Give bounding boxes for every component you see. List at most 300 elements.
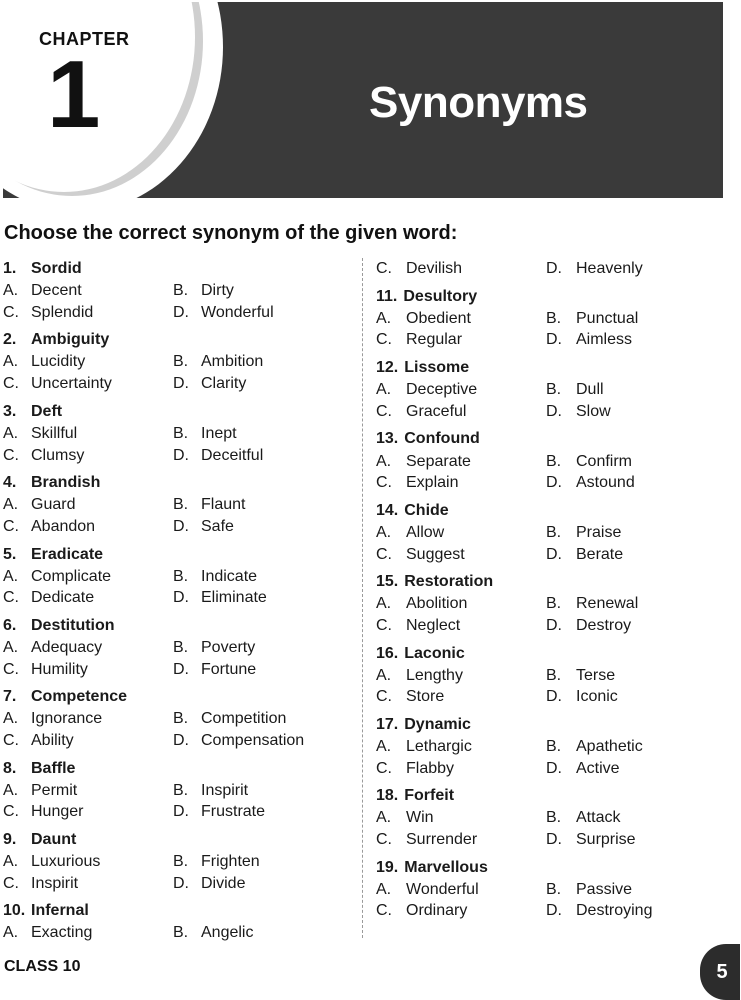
option-text: Angelic [201, 924, 254, 942]
option-letter: C. [3, 874, 19, 892]
question-number: 15. [376, 573, 399, 591]
question-word: Desultory [403, 287, 478, 305]
question-heading [3, 900, 353, 922]
question-item [376, 857, 706, 922]
answer-option [376, 758, 546, 780]
option-text: Complicate [31, 567, 112, 585]
option-letter: B. [173, 282, 189, 300]
option-letter: D. [546, 902, 562, 920]
option-letter: D. [546, 616, 562, 634]
option-row [376, 665, 706, 687]
option-text: Slow [576, 402, 611, 420]
option-row [3, 851, 353, 873]
answer-option [173, 373, 246, 395]
question-word: Dynamic [404, 715, 471, 733]
page-number: 5 [716, 960, 728, 983]
answer-option [546, 258, 643, 280]
answer-option [173, 423, 237, 445]
question-number: 1. [3, 260, 17, 277]
option-text: Poverty [201, 638, 256, 656]
option-text: Dedicate [31, 589, 95, 607]
answer-option [546, 379, 604, 401]
question-word: Lissome [404, 359, 470, 377]
answer-option [546, 472, 635, 494]
answer-option [546, 451, 632, 473]
option-row [3, 423, 353, 445]
answer-option [3, 637, 173, 659]
option-letter: A. [3, 924, 19, 942]
answer-option [376, 522, 546, 544]
option-letter: A. [3, 424, 19, 442]
answer-option [546, 615, 631, 637]
option-letter: A. [3, 567, 19, 585]
class-label: CLASS 10 [4, 958, 81, 975]
option-letter: B. [546, 809, 562, 827]
option-row [3, 659, 353, 681]
question-heading [3, 758, 353, 780]
answer-option [546, 544, 623, 566]
page-number-badge [700, 944, 740, 1000]
option-row [376, 736, 706, 758]
option-letter: A. [376, 809, 392, 827]
question-number: 7. [3, 688, 17, 706]
question-item [3, 758, 353, 823]
answer-option [3, 566, 173, 588]
option-row [376, 401, 706, 423]
option-row [376, 758, 706, 780]
option-row [376, 544, 706, 566]
answer-option [3, 351, 173, 373]
question-item [3, 401, 353, 466]
option-letter: C. [376, 902, 392, 920]
option-text: Heavenly [576, 260, 643, 278]
question-heading [376, 428, 706, 450]
option-row [3, 587, 353, 609]
option-row [376, 615, 706, 637]
option-text: Obedient [406, 309, 471, 327]
question-word: Chide [404, 501, 449, 519]
option-row [3, 516, 353, 538]
option-letter: C. [376, 545, 392, 563]
option-row [3, 280, 353, 302]
option-text: Frustrate [201, 803, 266, 821]
answer-option [3, 494, 173, 516]
option-letter: D. [546, 474, 562, 492]
option-letter: B. [173, 924, 189, 942]
answer-option [3, 922, 173, 944]
question-item [376, 428, 706, 493]
question-word: Deft [31, 402, 63, 420]
option-letter: C. [3, 660, 19, 678]
option-text: Deceptive [406, 381, 478, 399]
option-text: Renewal [576, 595, 639, 613]
option-letter: B. [173, 781, 189, 799]
answer-option [546, 758, 620, 780]
answer-option [546, 900, 652, 922]
option-letter: D. [546, 260, 562, 278]
option-text: Store [406, 688, 445, 706]
answer-option [173, 280, 234, 302]
option-text: Uncertainty [31, 375, 112, 393]
option-letter: D. [546, 402, 562, 420]
option-text: Attack [576, 809, 621, 827]
option-text: Separate [406, 452, 471, 470]
option-text: Indicate [201, 567, 258, 585]
option-text: Devilish [406, 260, 463, 278]
option-row [376, 900, 706, 922]
question-heading [376, 357, 706, 379]
question-word: Forfeit [404, 787, 455, 805]
question-word: Restoration [404, 573, 494, 591]
option-row [376, 686, 706, 708]
question-word: Sordid [31, 260, 82, 277]
answer-option [3, 873, 173, 895]
answer-option [546, 736, 643, 758]
option-text: Fortune [201, 660, 257, 678]
question-heading [3, 472, 353, 494]
question-word: Baffle [31, 759, 76, 777]
option-text: Lengthy [406, 666, 463, 684]
option-letter: C. [3, 375, 19, 393]
answer-option [3, 302, 173, 324]
answer-option [3, 587, 173, 609]
answer-option [546, 829, 636, 851]
question-item [3, 615, 353, 680]
question-number: 12. [376, 359, 399, 377]
option-text: Flaunt [201, 496, 246, 514]
question-heading [376, 286, 706, 308]
option-letter: D. [173, 589, 189, 607]
option-letter: C. [3, 303, 19, 321]
answer-option [376, 379, 546, 401]
answer-option [376, 472, 546, 494]
option-text: Inspirit [31, 874, 79, 892]
option-text: Abandon [31, 517, 96, 535]
question-item [376, 286, 706, 351]
option-letter: A. [376, 880, 392, 898]
answer-option [173, 566, 257, 588]
question-number: 9. [3, 831, 17, 848]
option-text: Punctual [576, 309, 639, 327]
option-text: Frighten [201, 853, 260, 871]
answer-option [3, 423, 173, 445]
answer-option [376, 329, 546, 351]
option-text: Iconic [576, 688, 618, 706]
option-letter: B. [173, 710, 189, 728]
option-text: Berate [576, 545, 624, 563]
option-text: Inept [201, 424, 237, 442]
option-text: Wonderful [201, 303, 274, 321]
option-text: Abolition [406, 595, 468, 613]
question-word: Daunt [31, 831, 77, 848]
option-letter: A. [3, 353, 19, 371]
option-text: Active [576, 759, 620, 777]
option-row [3, 444, 353, 466]
option-text: Ambition [201, 353, 264, 371]
answer-option [173, 873, 245, 895]
option-letter: B. [173, 496, 189, 514]
option-row [3, 873, 353, 895]
option-text: Deceitful [201, 446, 264, 464]
question-word: Confound [404, 430, 480, 448]
option-letter: C. [376, 616, 392, 634]
option-text: Divide [201, 874, 246, 892]
question-word: Competence [31, 688, 128, 706]
question-number: 14. [376, 501, 399, 519]
option-text: Neglect [406, 616, 461, 634]
question-item [376, 785, 706, 850]
option-row [376, 879, 706, 901]
option-letter: A. [3, 282, 19, 300]
option-text: Skillful [31, 424, 78, 442]
answer-option [173, 587, 267, 609]
option-text: Ability [31, 732, 74, 750]
option-letter: A. [376, 738, 392, 756]
option-letter: C. [376, 831, 392, 849]
chapter-banner [3, 2, 723, 198]
option-text: Competition [201, 710, 287, 728]
option-row [3, 373, 353, 395]
answer-option [3, 851, 173, 873]
question-item [3, 329, 353, 394]
question-heading [376, 714, 706, 736]
option-letter: A. [376, 452, 392, 470]
option-text: Surprise [576, 831, 636, 849]
option-text: Aimless [576, 331, 633, 349]
answer-option [3, 445, 173, 467]
option-letter: B. [546, 880, 562, 898]
answer-option [173, 922, 253, 944]
option-letter: A. [376, 595, 392, 613]
option-letter: D. [173, 660, 189, 678]
option-row [3, 708, 353, 730]
answer-option [173, 302, 274, 324]
answer-option [376, 544, 546, 566]
option-letter: D. [173, 517, 189, 535]
question-item [376, 714, 706, 779]
answer-option [3, 730, 173, 752]
answer-option [376, 593, 546, 615]
instruction-heading: Choose the correct synonym of the given word: [4, 222, 458, 244]
option-letter: D. [546, 759, 562, 777]
question-number: 16. [376, 644, 399, 662]
question-number: 19. [376, 858, 399, 876]
answer-option [376, 736, 546, 758]
question-word: Destitution [31, 616, 115, 634]
option-letter: C. [376, 474, 392, 492]
option-row [3, 494, 353, 516]
option-letter: A. [376, 309, 392, 327]
chapter-label: CHAPTER [39, 29, 130, 49]
question-word: Infernal [31, 902, 89, 920]
answer-option [3, 516, 173, 538]
question-word: Ambiguity [31, 331, 110, 349]
option-letter: B. [546, 738, 562, 756]
option-text: Splendid [31, 303, 94, 321]
question-item [3, 472, 353, 537]
question-heading [376, 785, 706, 807]
option-letter: C. [3, 732, 19, 750]
question-item [3, 900, 353, 944]
answer-option [546, 665, 615, 687]
option-text: Luxurious [31, 853, 101, 871]
option-letter: D. [173, 303, 189, 321]
option-text: Win [406, 809, 434, 827]
option-letter: C. [376, 759, 392, 777]
question-item [376, 357, 706, 422]
option-text: Inspirit [201, 781, 249, 799]
option-text: Wonderful [406, 880, 479, 898]
option-letter: C. [3, 446, 19, 464]
question-heading [3, 329, 353, 351]
option-row [3, 780, 353, 802]
option-letter: B. [546, 666, 562, 684]
option-letter: B. [546, 523, 562, 541]
option-text: Passive [576, 880, 633, 898]
answer-option [3, 659, 173, 681]
option-text: Clarity [201, 375, 247, 393]
option-letter: D. [173, 732, 189, 750]
answer-option [173, 780, 248, 802]
answer-option [173, 637, 255, 659]
option-row [376, 329, 706, 351]
option-text: Decent [31, 282, 82, 300]
question-item [3, 829, 353, 894]
question-number: 18. [376, 787, 399, 805]
answer-option [546, 401, 611, 423]
option-letter: C. [376, 331, 392, 349]
option-letter: B. [546, 452, 562, 470]
option-text: Explain [406, 474, 459, 492]
option-letter: C. [3, 803, 19, 821]
question-continuation [376, 258, 706, 280]
option-text: Praise [576, 523, 622, 541]
question-word: Brandish [31, 474, 101, 492]
option-letter: C. [376, 402, 392, 420]
answer-option [376, 879, 546, 901]
question-number: 10. [3, 902, 26, 920]
question-number: 8. [3, 759, 17, 777]
question-heading [376, 857, 706, 879]
option-text: Lucidity [31, 353, 86, 371]
chapter-title: Synonyms [369, 78, 588, 127]
option-text: Humility [31, 660, 88, 678]
question-number: 2. [3, 331, 17, 349]
answer-option [546, 329, 632, 351]
answer-option [3, 801, 173, 823]
option-text: Confirm [576, 452, 633, 470]
option-text: Hunger [31, 803, 84, 821]
option-text: Graceful [406, 402, 467, 420]
answer-option [173, 708, 286, 730]
option-letter: A. [3, 853, 19, 871]
question-item [376, 500, 706, 565]
chapter-number: 1 [47, 41, 101, 148]
answer-option [173, 730, 304, 752]
option-row [376, 450, 706, 472]
option-letter: D. [173, 874, 189, 892]
option-row [376, 593, 706, 615]
option-text: Exacting [31, 924, 93, 942]
question-item [376, 571, 706, 636]
option-row [376, 308, 706, 330]
option-letter: B. [546, 309, 562, 327]
option-row [376, 807, 706, 829]
answer-option [376, 900, 546, 922]
question-heading [3, 829, 353, 851]
question-number: 17. [376, 715, 399, 733]
option-text: Clumsy [31, 446, 85, 464]
option-text: Ignorance [31, 710, 103, 728]
option-text: Terse [576, 666, 616, 684]
answer-option [3, 780, 173, 802]
question-number: 13. [376, 430, 399, 448]
option-text: Guard [31, 496, 76, 514]
option-row [3, 351, 353, 373]
option-letter: A. [3, 496, 19, 514]
answer-option [546, 308, 638, 330]
option-letter: A. [3, 781, 19, 799]
answer-option [3, 280, 173, 302]
option-row [3, 922, 353, 944]
answer-option [376, 665, 546, 687]
answer-option [546, 879, 632, 901]
question-item [3, 544, 353, 609]
answer-option [546, 686, 618, 708]
left-question-column [3, 258, 353, 944]
option-text: Dirty [201, 282, 234, 300]
option-letter: D. [546, 545, 562, 563]
question-word: Laconic [404, 644, 465, 662]
option-letter: A. [3, 710, 19, 728]
option-letter: D. [173, 446, 189, 464]
option-letter: C. [376, 688, 392, 706]
question-heading [376, 571, 706, 593]
answer-option [376, 829, 546, 851]
question-heading [376, 500, 706, 522]
question-number: 5. [3, 545, 17, 563]
answer-option [546, 593, 638, 615]
question-heading [3, 401, 353, 423]
option-letter: D. [173, 375, 189, 393]
answer-option [376, 308, 546, 330]
option-text: Destroy [576, 616, 632, 634]
option-letter: B. [173, 853, 189, 871]
question-number: 11. [376, 287, 398, 305]
option-text: Ordinary [406, 902, 468, 920]
option-letter: A. [376, 381, 392, 399]
answer-option [546, 522, 621, 544]
answer-option [376, 686, 546, 708]
option-row [376, 522, 706, 544]
option-text: Flabby [406, 759, 455, 777]
answer-option [376, 451, 546, 473]
option-row [3, 302, 353, 324]
question-number: 4. [3, 474, 17, 492]
question-word: Marvellous [404, 858, 488, 876]
answer-option [173, 445, 263, 467]
option-text: Safe [201, 517, 234, 535]
option-text: Astound [576, 474, 635, 492]
option-row [376, 258, 706, 280]
answer-option [376, 401, 546, 423]
option-row [376, 472, 706, 494]
question-item [3, 686, 353, 751]
answer-option [173, 494, 245, 516]
answer-option [546, 807, 620, 829]
option-text: Permit [31, 781, 78, 799]
answer-option [173, 516, 234, 538]
